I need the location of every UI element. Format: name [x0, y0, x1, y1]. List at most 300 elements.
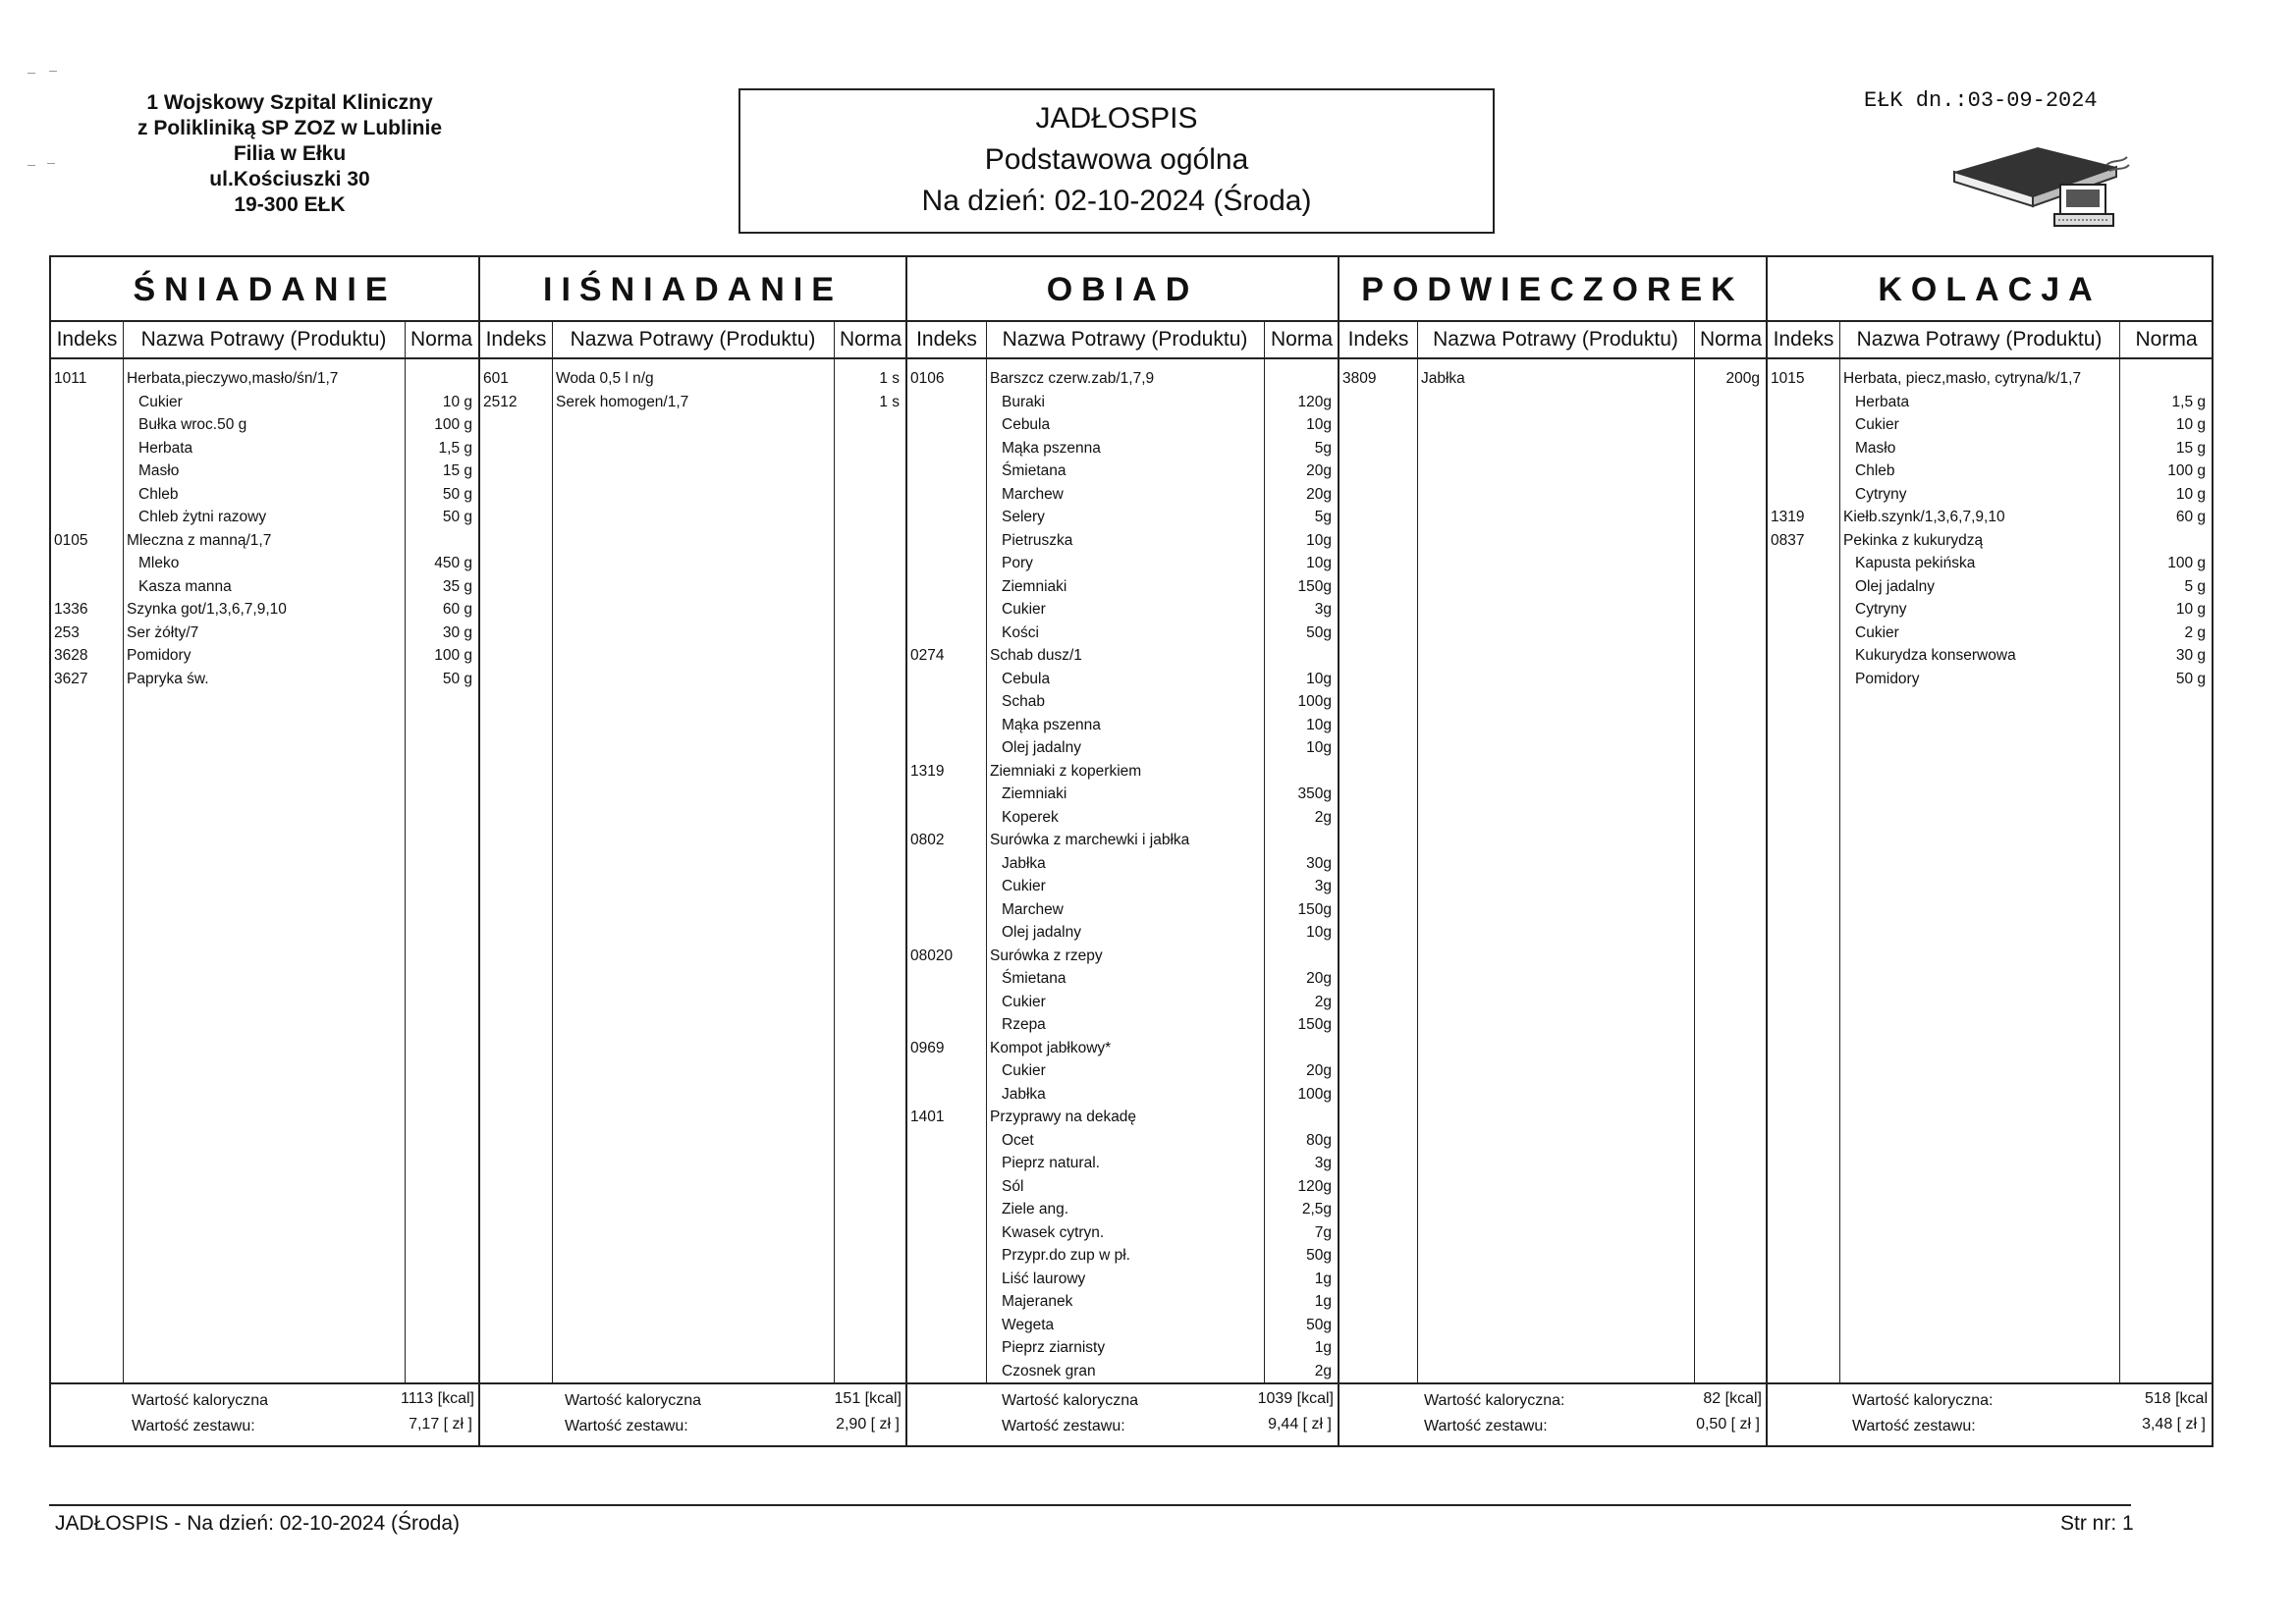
menu-row	[907, 1290, 1338, 1314]
ingredient-name: Schab	[1002, 693, 1045, 710]
menu-row	[907, 460, 1338, 483]
menu-row	[907, 760, 1338, 784]
item-index: 3809	[1342, 370, 1377, 387]
item-index: 0274	[910, 647, 945, 664]
menu-row	[907, 829, 1338, 852]
item-norm: 20g	[1306, 462, 1332, 479]
ingredient-name: Cukier	[1855, 623, 1899, 641]
menu-row	[907, 367, 1338, 391]
menu-row	[51, 622, 478, 645]
item-norm: 3g	[1314, 601, 1332, 618]
ingredient-name: Ziemniaki	[1002, 577, 1067, 595]
item-index: 0837	[1771, 531, 1805, 549]
menu-row	[907, 1360, 1338, 1383]
calories-label: Wartość kaloryczna	[132, 1392, 268, 1409]
meal-summary	[1339, 1382, 1766, 1445]
menu-row	[907, 1037, 1338, 1060]
meal-column	[1338, 257, 1766, 1445]
item-norm: 50 g	[2175, 670, 2206, 687]
ingredient-name: Pieprz ziarnisty	[1002, 1339, 1106, 1356]
menu-row	[907, 1221, 1338, 1245]
item-norm: 10 g	[2175, 601, 2206, 618]
ingredient-name: Ziemniaki	[1002, 785, 1067, 802]
ingredient-name: Ziele ang.	[1002, 1201, 1069, 1217]
menu-row	[907, 529, 1338, 553]
dish-name: Ziemniaki z koperkiem	[990, 762, 1142, 780]
price-value: 7,17 [ zł ]	[409, 1416, 472, 1433]
meal-summary	[1768, 1382, 2212, 1445]
ingredient-name: Chleb	[138, 485, 179, 503]
menu-row	[907, 714, 1338, 737]
item-norm: 5g	[1314, 439, 1332, 457]
price-value: 0,50 [ zł ]	[1696, 1416, 1760, 1433]
item-index: 1015	[1771, 370, 1805, 387]
price-label: Wartość zestawu:	[565, 1418, 688, 1434]
ingredient-name: Rzepa	[1002, 1016, 1046, 1033]
item-norm: 100 g	[2167, 462, 2206, 479]
dish-name: Kiełb.szynk/1,3,6,7,9,10	[1843, 509, 2005, 525]
item-norm: 10 g	[442, 393, 472, 410]
menu-row	[51, 506, 478, 529]
ingredient-name: Liść laurowy	[1002, 1270, 1086, 1287]
item-index: 253	[54, 623, 80, 641]
menu-row	[51, 367, 478, 391]
meal-summary	[480, 1382, 905, 1445]
ingredient-name: Masło	[138, 462, 180, 479]
item-norm: 60 g	[2175, 509, 2206, 525]
column-header-index: Indeks	[1339, 322, 1417, 359]
price-label: Wartość zestawu:	[1852, 1418, 1976, 1434]
column-header-name: Nazwa Potrawy (Produktu)	[986, 322, 1264, 359]
ingredient-name: Czosnek gran	[1002, 1362, 1096, 1380]
column-header-norm: Norma	[834, 322, 907, 359]
ingredient-name: Olej jadalny	[1002, 739, 1081, 756]
menu-row	[51, 460, 478, 483]
menu-row	[51, 644, 478, 668]
diet-name: Podstawowa ogólna	[984, 143, 1249, 176]
item-norm: 120g	[1297, 393, 1332, 410]
ingredient-name: Koperek	[1002, 808, 1059, 826]
menu-row	[907, 622, 1338, 645]
ingredient-name: Herbata	[1855, 393, 1910, 410]
meal-column	[1766, 257, 2212, 1445]
item-index: 2512	[483, 393, 518, 410]
item-norm: 50 g	[442, 509, 472, 525]
item-norm: 2g	[1314, 808, 1332, 826]
item-norm: 120g	[1297, 1177, 1332, 1195]
menu-row	[907, 598, 1338, 622]
item-norm: 35 g	[442, 577, 472, 595]
menu-row	[51, 668, 478, 691]
column-divider	[1694, 322, 1695, 1382]
item-norm: 5g	[1314, 509, 1332, 525]
column-header-norm: Norma	[405, 322, 478, 359]
menu-row	[907, 413, 1338, 437]
item-norm: 10g	[1306, 924, 1332, 941]
menu-row	[1768, 367, 2212, 391]
ingredient-name: Marchew	[1002, 485, 1064, 503]
dish-name: Jabłka	[1421, 370, 1465, 387]
menu-row	[907, 898, 1338, 922]
item-norm: 80g	[1306, 1131, 1332, 1149]
item-index: 1319	[1771, 509, 1805, 525]
ingredient-name: Kapusta pekińska	[1855, 555, 1976, 571]
dish-name: Herbata,pieczywo,masło/śn/1,7	[127, 370, 339, 387]
menu-row	[907, 506, 1338, 529]
menu-row	[907, 668, 1338, 691]
item-index: 08020	[910, 947, 954, 964]
menu-row	[51, 437, 478, 460]
dish-name: Surówka z rzepy	[990, 947, 1103, 964]
menu-row	[51, 529, 478, 553]
item-norm: 20g	[1306, 970, 1332, 987]
item-norm: 1g	[1314, 1270, 1332, 1287]
calories-label: Wartość kaloryczna	[565, 1392, 701, 1409]
item-norm: 20g	[1306, 485, 1332, 503]
item-norm: 15 g	[442, 462, 472, 479]
book-computer-logo	[1944, 137, 2131, 231]
item-norm: 450 g	[434, 555, 472, 571]
meal-column	[905, 257, 1338, 1445]
price-label: Wartość zestawu:	[132, 1418, 255, 1434]
item-norm: 2 g	[2184, 623, 2206, 641]
dish-name: Surówka z marchewki i jabłka	[990, 832, 1190, 848]
ingredient-name: Jabłka	[1002, 1085, 1046, 1103]
item-index: 0106	[910, 370, 945, 387]
item-norm: 100g	[1297, 693, 1332, 710]
column-header-name: Nazwa Potrawy (Produktu)	[552, 322, 834, 359]
column-header-norm: Norma	[1694, 322, 1768, 359]
page-number: Str nr: 1	[2060, 1512, 2134, 1535]
ingredient-name: Cukier	[1002, 601, 1046, 618]
item-norm: 10g	[1306, 416, 1332, 433]
menu-row	[907, 921, 1338, 945]
item-norm: 10g	[1306, 555, 1332, 571]
meal-title: ŚNIADANIE	[51, 257, 478, 322]
menu-row	[1339, 367, 1766, 391]
dish-name: Woda 0,5 l n/g	[556, 370, 654, 387]
ingredient-name: Cebula	[1002, 670, 1051, 687]
ingredient-name: Cytryny	[1855, 485, 1907, 503]
item-norm: 50 g	[442, 670, 472, 687]
menu-row	[907, 875, 1338, 898]
calories-value: 1039 [kcal]	[1257, 1390, 1334, 1407]
item-norm: 100 g	[434, 416, 472, 433]
item-norm: 50g	[1306, 1247, 1332, 1264]
menu-row	[907, 1152, 1338, 1175]
ingredient-name: Śmietana	[1002, 970, 1066, 987]
menu-row	[907, 1013, 1338, 1037]
menu-row	[907, 991, 1338, 1014]
dish-name: Ser żółty/7	[127, 623, 199, 641]
ingredient-name: Ocet	[1002, 1131, 1034, 1149]
menu-row	[51, 413, 478, 437]
item-norm: 3g	[1314, 1155, 1332, 1171]
calories-value: 1113 [kcal]	[400, 1390, 474, 1407]
calories-label: Wartość kaloryczna:	[1852, 1392, 1994, 1409]
ingredient-name: Pietruszka	[1002, 531, 1073, 549]
menu-row	[1768, 506, 2212, 529]
ingredient-name: Bułka wroc.50 g	[138, 416, 247, 433]
price-label: Wartość zestawu:	[1424, 1418, 1548, 1434]
calories-value: 518 [kcal	[2144, 1390, 2208, 1407]
item-norm: 200g	[1725, 370, 1760, 387]
menu-row	[1768, 575, 2212, 599]
ingredient-name: Kukurydza konserwowa	[1855, 647, 2016, 664]
document-title: JADŁOSPIS	[1035, 102, 1198, 135]
ingredient-name: Jabłka	[1002, 854, 1046, 872]
calories-value: 82 [kcal]	[1703, 1390, 1762, 1407]
meal-title: KOLACJA	[1768, 257, 2212, 322]
item-norm: 30 g	[2175, 647, 2206, 664]
menu-row	[907, 437, 1338, 460]
item-norm: 2,5g	[1301, 1201, 1332, 1217]
item-norm: 3g	[1314, 878, 1332, 894]
menu-row	[907, 1314, 1338, 1337]
ingredient-name: Mleko	[138, 555, 180, 571]
item-norm: 1 s	[879, 370, 900, 387]
ingredient-name: Pieprz natural.	[1002, 1155, 1100, 1171]
ingredient-name: Olej jadalny	[1855, 577, 1935, 595]
menu-row	[907, 806, 1338, 830]
dish-name: Pekinka z kukurydzą	[1843, 531, 1984, 549]
item-norm: 10g	[1306, 716, 1332, 733]
menu-row	[51, 391, 478, 414]
ingredient-name: Cukier	[1002, 993, 1046, 1010]
menu-row	[1768, 644, 2212, 668]
ingredient-name: Chleb żytni razowy	[138, 509, 267, 525]
column-divider	[552, 322, 553, 1382]
item-norm: 1g	[1314, 1293, 1332, 1310]
meal-summary	[51, 1382, 478, 1445]
item-norm: 2g	[1314, 993, 1332, 1010]
column-header-index: Indeks	[480, 322, 552, 359]
ingredient-name: Cukier	[1002, 878, 1046, 894]
menu-row	[480, 391, 905, 414]
ingredient-name: Mąka pszenna	[1002, 439, 1101, 457]
menu-row	[907, 852, 1338, 876]
meal-column	[51, 257, 478, 1445]
ingredient-name: Kości	[1002, 623, 1039, 641]
item-norm: 15 g	[2175, 439, 2206, 457]
meal-title: OBIAD	[907, 257, 1338, 322]
item-norm: 2g	[1314, 1362, 1332, 1380]
ingredient-name: Sól	[1002, 1177, 1024, 1195]
price-value: 2,90 [ zł ]	[836, 1416, 900, 1433]
item-index: 1011	[54, 370, 87, 387]
item-norm: 1 s	[879, 393, 900, 410]
meal-summary	[907, 1382, 1338, 1445]
item-index: 1401	[910, 1109, 945, 1125]
menu-row	[1768, 437, 2212, 460]
item-index: 0105	[54, 531, 88, 549]
item-norm: 150g	[1297, 1016, 1332, 1033]
menu-row	[907, 736, 1338, 760]
menu-row	[1768, 413, 2212, 437]
menu-row	[907, 1059, 1338, 1083]
item-norm: 60 g	[442, 601, 472, 618]
menu-row	[51, 575, 478, 599]
dish-name: Przyprawy na dekadę	[990, 1109, 1137, 1125]
item-norm: 10g	[1306, 670, 1332, 687]
ingredient-name: Marchew	[1002, 900, 1064, 918]
dish-name: Herbata, piecz,masło, cytryna/k/1,7	[1843, 370, 2082, 387]
column-header-name: Nazwa Potrawy (Produktu)	[1839, 322, 2119, 359]
menu-row	[1768, 391, 2212, 414]
hospital-name-line2: z Polikliniką SP ZOZ w Lublinie	[137, 117, 442, 139]
calories-label: Wartość kaloryczna:	[1424, 1392, 1565, 1409]
calories-value: 151 [kcal]	[834, 1390, 902, 1407]
item-index: 0802	[910, 832, 945, 848]
item-norm: 350g	[1297, 785, 1332, 802]
calories-label: Wartość kaloryczna	[1002, 1392, 1138, 1409]
ingredient-name: Chleb	[1855, 462, 1895, 479]
hospital-branch: Filia w Ełku	[233, 142, 347, 165]
dish-name: Barszcz czerw.zab/1,7,9	[990, 370, 1155, 387]
item-norm: 10 g	[2175, 416, 2206, 433]
menu-row	[907, 1106, 1338, 1129]
scan-artifact	[27, 73, 35, 74]
hospital-name-line1: 1 Wojskowy Szpital Kliniczny	[146, 91, 433, 114]
menu-row	[907, 945, 1338, 968]
meal-column	[478, 257, 905, 1445]
ingredient-name: Herbata	[138, 439, 193, 457]
item-norm: 30g	[1306, 854, 1332, 872]
item-norm: 100 g	[2167, 555, 2206, 571]
menu-row	[907, 1336, 1338, 1360]
hospital-street: ul.Kościuszki 30	[209, 168, 370, 190]
menu-row	[907, 967, 1338, 991]
ingredient-name: Pomidory	[1855, 670, 1920, 687]
item-index: 601	[483, 370, 509, 387]
ingredient-name: Cytryny	[1855, 601, 1907, 618]
menu-row	[1768, 483, 2212, 507]
dish-name: Szynka got/1,3,6,7,9,10	[127, 601, 287, 618]
item-index: 0969	[910, 1039, 945, 1056]
footer-title: JADŁOSPIS - Na dzień: 02-10-2024 (Środa)	[55, 1512, 461, 1535]
menu-row	[1768, 668, 2212, 691]
ingredient-name: Buraki	[1002, 393, 1045, 410]
menu-row	[907, 1198, 1338, 1221]
item-norm: 1g	[1314, 1339, 1332, 1356]
hospital-city: 19-300 EŁK	[234, 193, 346, 216]
footer-divider	[49, 1504, 2131, 1506]
ingredient-name: Masło	[1855, 439, 1896, 457]
item-norm: 30 g	[442, 623, 472, 641]
title-box	[738, 88, 1495, 234]
dish-name: Serek homogen/1,7	[556, 393, 689, 410]
column-divider	[834, 322, 835, 1382]
menu-row	[907, 391, 1338, 414]
item-index: 3627	[54, 670, 88, 687]
item-index: 3628	[54, 647, 88, 664]
item-norm: 50g	[1306, 623, 1332, 641]
item-index: 1336	[54, 601, 88, 618]
item-norm: 20g	[1306, 1062, 1332, 1079]
menu-row	[907, 1268, 1338, 1291]
menu-row	[907, 690, 1338, 714]
column-header-index: Indeks	[907, 322, 986, 359]
ingredient-name: Olej jadalny	[1002, 924, 1081, 941]
item-norm: 50g	[1306, 1316, 1332, 1333]
menu-row	[907, 783, 1338, 806]
menu-row	[1768, 622, 2212, 645]
ingredient-name: Cukier	[1002, 1062, 1046, 1079]
dish-name: Mleczna z manną/1,7	[127, 531, 272, 549]
ingredient-name: Cukier	[138, 393, 183, 410]
ingredient-name: Mąka pszenna	[1002, 716, 1101, 733]
meal-title: PODWIECZOREK	[1339, 257, 1766, 322]
menu-row	[907, 1175, 1338, 1199]
menu-row	[1768, 598, 2212, 622]
meal-title: IIŚNIADANIE	[480, 257, 905, 322]
column-header-norm: Norma	[2119, 322, 2214, 359]
dish-name: Schab dusz/1	[990, 647, 1082, 664]
menu-row	[907, 575, 1338, 599]
item-norm: 1,5 g	[2171, 393, 2206, 410]
menu-row	[907, 1083, 1338, 1107]
ingredient-name: Majeranek	[1002, 1293, 1073, 1310]
ingredient-name: Cukier	[1855, 416, 1899, 433]
menu-row	[907, 1129, 1338, 1153]
column-header-name: Nazwa Potrawy (Produktu)	[1417, 322, 1694, 359]
column-header-name: Nazwa Potrawy (Produktu)	[123, 322, 405, 359]
item-norm: 150g	[1297, 577, 1332, 595]
ingredient-name: Kasza manna	[138, 577, 232, 595]
menu-row	[51, 598, 478, 622]
hospital-address	[98, 90, 481, 218]
menu-row	[51, 483, 478, 507]
dish-name: Papryka św.	[127, 670, 209, 687]
price-value: 3,48 [ zł ]	[2142, 1416, 2206, 1433]
column-header-norm: Norma	[1264, 322, 1339, 359]
ingredient-name: Selery	[1002, 509, 1045, 525]
item-norm: 10g	[1306, 531, 1332, 549]
ingredient-name: Przypr.do zup w pł.	[1002, 1247, 1130, 1264]
item-norm: 100 g	[434, 647, 472, 664]
menu-row	[1768, 552, 2212, 575]
ingredient-name: Pory	[1002, 555, 1033, 571]
scan-artifact	[49, 71, 57, 72]
menu-row	[1768, 529, 2212, 553]
menu-row	[907, 483, 1338, 507]
menu-row	[907, 644, 1338, 668]
ingredient-name: Wegeta	[1002, 1316, 1055, 1333]
scan-artifact	[47, 163, 55, 164]
item-norm: 1,5 g	[438, 439, 472, 457]
menu-date: Na dzień: 02-10-2024 (Środa)	[921, 185, 1312, 217]
price-label: Wartość zestawu:	[1002, 1418, 1125, 1434]
ingredient-name: Śmietana	[1002, 462, 1066, 479]
item-norm: 10 g	[2175, 485, 2206, 503]
ingredient-name: Kwasek cytryn.	[1002, 1223, 1105, 1241]
menu-row	[480, 367, 905, 391]
ingredient-name: Cebula	[1002, 416, 1051, 433]
menu-row	[51, 552, 478, 575]
item-norm: 5 g	[2184, 577, 2206, 595]
item-norm: 100g	[1297, 1085, 1332, 1103]
dish-name: Kompot jabłkowy*	[990, 1039, 1112, 1056]
scan-artifact	[27, 165, 35, 166]
price-value: 9,44 [ zł ]	[1268, 1416, 1332, 1433]
menu-row	[1768, 460, 2212, 483]
column-header-index: Indeks	[51, 322, 123, 359]
menu-row	[907, 1244, 1338, 1268]
menu-row	[907, 552, 1338, 575]
item-index: 1319	[910, 762, 945, 780]
item-norm: 150g	[1297, 900, 1332, 918]
column-divider	[1417, 322, 1418, 1382]
